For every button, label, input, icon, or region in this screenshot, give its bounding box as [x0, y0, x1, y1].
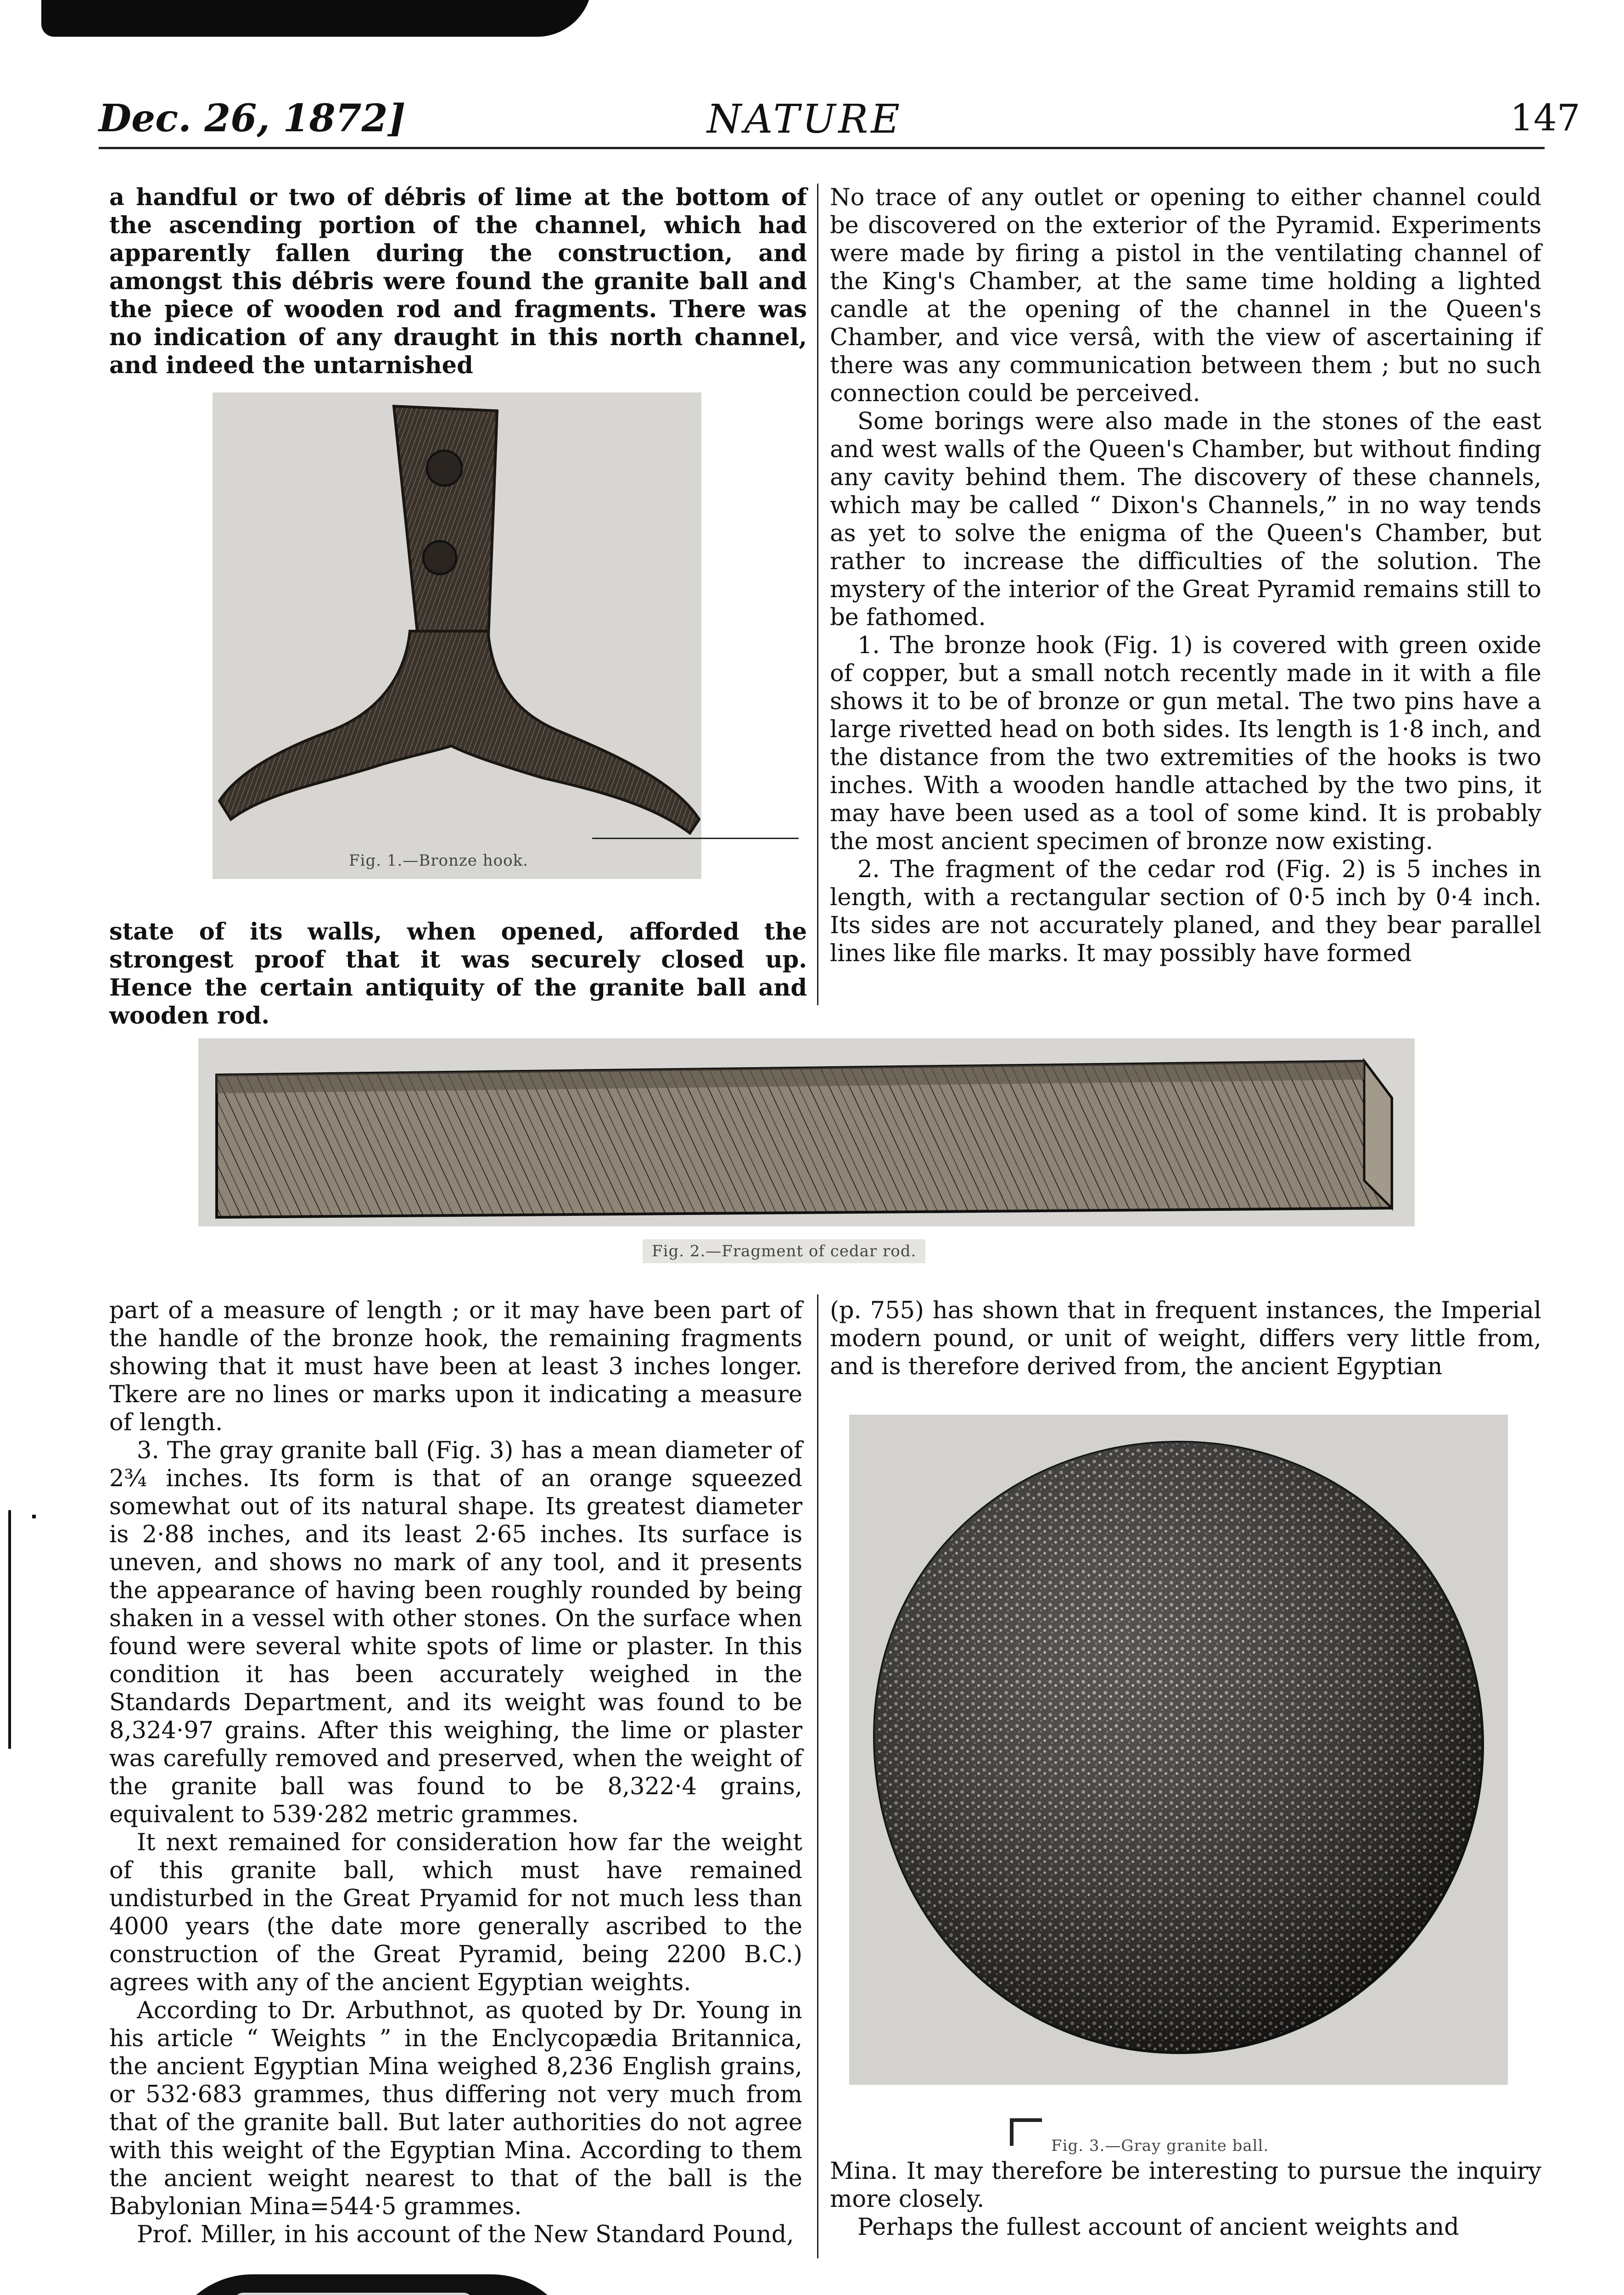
paragraph: Some borings were also made in the stones of the east and west walls of the Queen's Chamber, but without finding any cavity behind them. The discovery of these channels, which may be called “ Dixon's Channels,” in no way tends as yet to solve the enigma of the Queen's Chamber, but rather to increase the difficulties of the solution. The mystery of the interior of the Great Pyramid remains still to be fathomed. [830, 408, 1541, 631]
paragraph: 1. The bronze hook (Fig. 1) is covered with green oxide of copper, but a small notch recently made in it with a file shows it to be of bronze or gun metal. The two pins have a large rivetted head on both sides. Its length is 1·8 inch, and the distance from the two extremities of the hooks is two inches. With a wooden handle attached by the two pins, it may have been used as a tool of some kind. It is probably the most ancient specimen of bronze now existing. [830, 632, 1541, 855]
right-column-bottom-text [830, 1297, 1541, 1381]
paragraph: 2. The fragment of the cedar rod (Fig. 2) is 5 inches in length, with a rectangular section of 0·5 inch by 0·4 inch. Its sides are not accurately planed, and they bear parallel lines like file marks. It may possibly have formed [830, 856, 1541, 967]
figure-3-corner-mark [1010, 2118, 1042, 2122]
figure-granite-ball [849, 1415, 1508, 2085]
column-divider-top [817, 184, 818, 1005]
figure-3-caption: Fig. 3.—Gray granite ball. [1051, 2137, 1269, 2155]
paragraph: Prof. Miller, in his account of the New Standard Pound, [137, 2221, 794, 2248]
figure-cedar-rod [198, 1038, 1415, 1226]
left-column-top-text [109, 184, 807, 380]
paragraph: (p. 755) has shown that in frequent instances, the Imperial modern pound, or unit of weight, differs very little from, and is therefore derived from, the ancient Egyptian [830, 1297, 1541, 1380]
paragraph: Mina. It may therefore be interesting to pursue the inquiry more closely. [830, 2158, 1541, 2213]
left-column-after-fig1 [109, 918, 807, 1030]
paragraph: No trace of any outlet or opening to either channel could be discovered on the exterior of the Pyramid. Experiments were made by firing a pistol in the ventilating channel of the King's Chamber, at the same time holding a lighted candle at the opening of the channel in the Queen's Chamber, and vice versâ, with the view of ascertaining if there was any communication between them ; but no such connection could be perceived. [830, 184, 1541, 407]
figure-bronze-hook [213, 392, 701, 879]
right-column-after-fig3 [830, 2157, 1541, 2241]
figure-1-rule [592, 838, 799, 839]
page-number: 147 [1510, 96, 1580, 139]
bronze-hook-illustration [213, 392, 701, 879]
granite-ball-illustration [849, 1415, 1508, 2085]
paragraph: state of its walls, when opened, afforded the strongest proof that it was securely closed up. Hence the certain antiquity of the granite ball and wooden rod. [109, 918, 807, 1030]
paragraph: According to Dr. Arbuthnot, as quoted by Dr. Young in his article “ Weights ” in the Enclycopædia Britannica, the ancient Egyptian Mina weighed 8,236 English grains, or 532·683 grammes, thus differing not very much from that of the granite ball. But later authorities do not agree with this weight of the Egyptian Mina. According to them the ancient weight nearest to that of the ball is the Babylonian Mina=544·5 grammes. [109, 1997, 802, 2220]
journal-title: NATURE [707, 96, 903, 142]
paragraph: It next remained for consideration how far the weight of this granite ball, which must have remained undisturbed in the Great Pryamid for not much less than 4000 years (the date more generally ascribed to the construction of the Great Pyramid, being 2200 B.C.) agrees with any of the ancient Egyptian weights. [109, 1829, 802, 1996]
figure-1-caption: Fig. 1.—Bronze hook. [349, 851, 528, 870]
paragraph: 3. The gray granite ball (Fig. 3) has a mean diameter of 2¾ inches. Its form is that of an orange squeezed somewhat out of its natural shape. Its greatest diameter is 2·88 inches, and its least 2·65 inches. Its surface is uneven, and shows no mark of any tool, and it presents the appearance of having been roughly rounded by being shaken in a vessel with other stones. On the surface when found were several white spots of lime or plaster. In this condition it has been accurately weighed in the Standards Department, and its weight was found to be 8,324·97 grains. After this weighing, the lime or plaster was carefully removed and preserved, when the weight of the granite ball was found to be 8,322·4 grains, equivalent to 539·282 metric grammes. [109, 1437, 802, 1828]
paragraph: part of a measure of length ; or it may have been part of the handle of the bronze hook, the remaining fragments showing that it must have been at least 3 inches longer. Tkere are no lines or marks upon it indicating a measure of length. [109, 1297, 802, 1436]
paragraph: a handful or two of débris of lime at the bottom of the ascending portion of the channel, which had apparently fallen during the construction, and amongst this débris were found the granite ball and the piece of wooden rod and fragments. There was no indication of any draught in this north channel, and indeed the untarnished [109, 184, 807, 379]
scan-blot-bottom [165, 2274, 578, 2295]
left-column-bottom-text [109, 1297, 802, 2249]
scan-blot-top [41, 0, 592, 37]
header-rule [99, 147, 1545, 149]
figure-2-caption: Fig. 2.—Fragment of cedar rod. [643, 1239, 925, 1263]
column-divider-bottom [817, 1294, 818, 2258]
paragraph: Perhaps the fullest account of ancient weights and [857, 2214, 1459, 2241]
cedar-rod-illustration [198, 1038, 1415, 1226]
margin-mark [8, 1510, 11, 1749]
figure-3-corner-mark-vertical [1010, 2118, 1014, 2146]
right-column-top-text [830, 184, 1541, 968]
scan-blot-highlight [234, 2293, 473, 2295]
header-date: Dec. 26, 1872] [99, 96, 406, 140]
margin-mark [32, 1515, 36, 1518]
